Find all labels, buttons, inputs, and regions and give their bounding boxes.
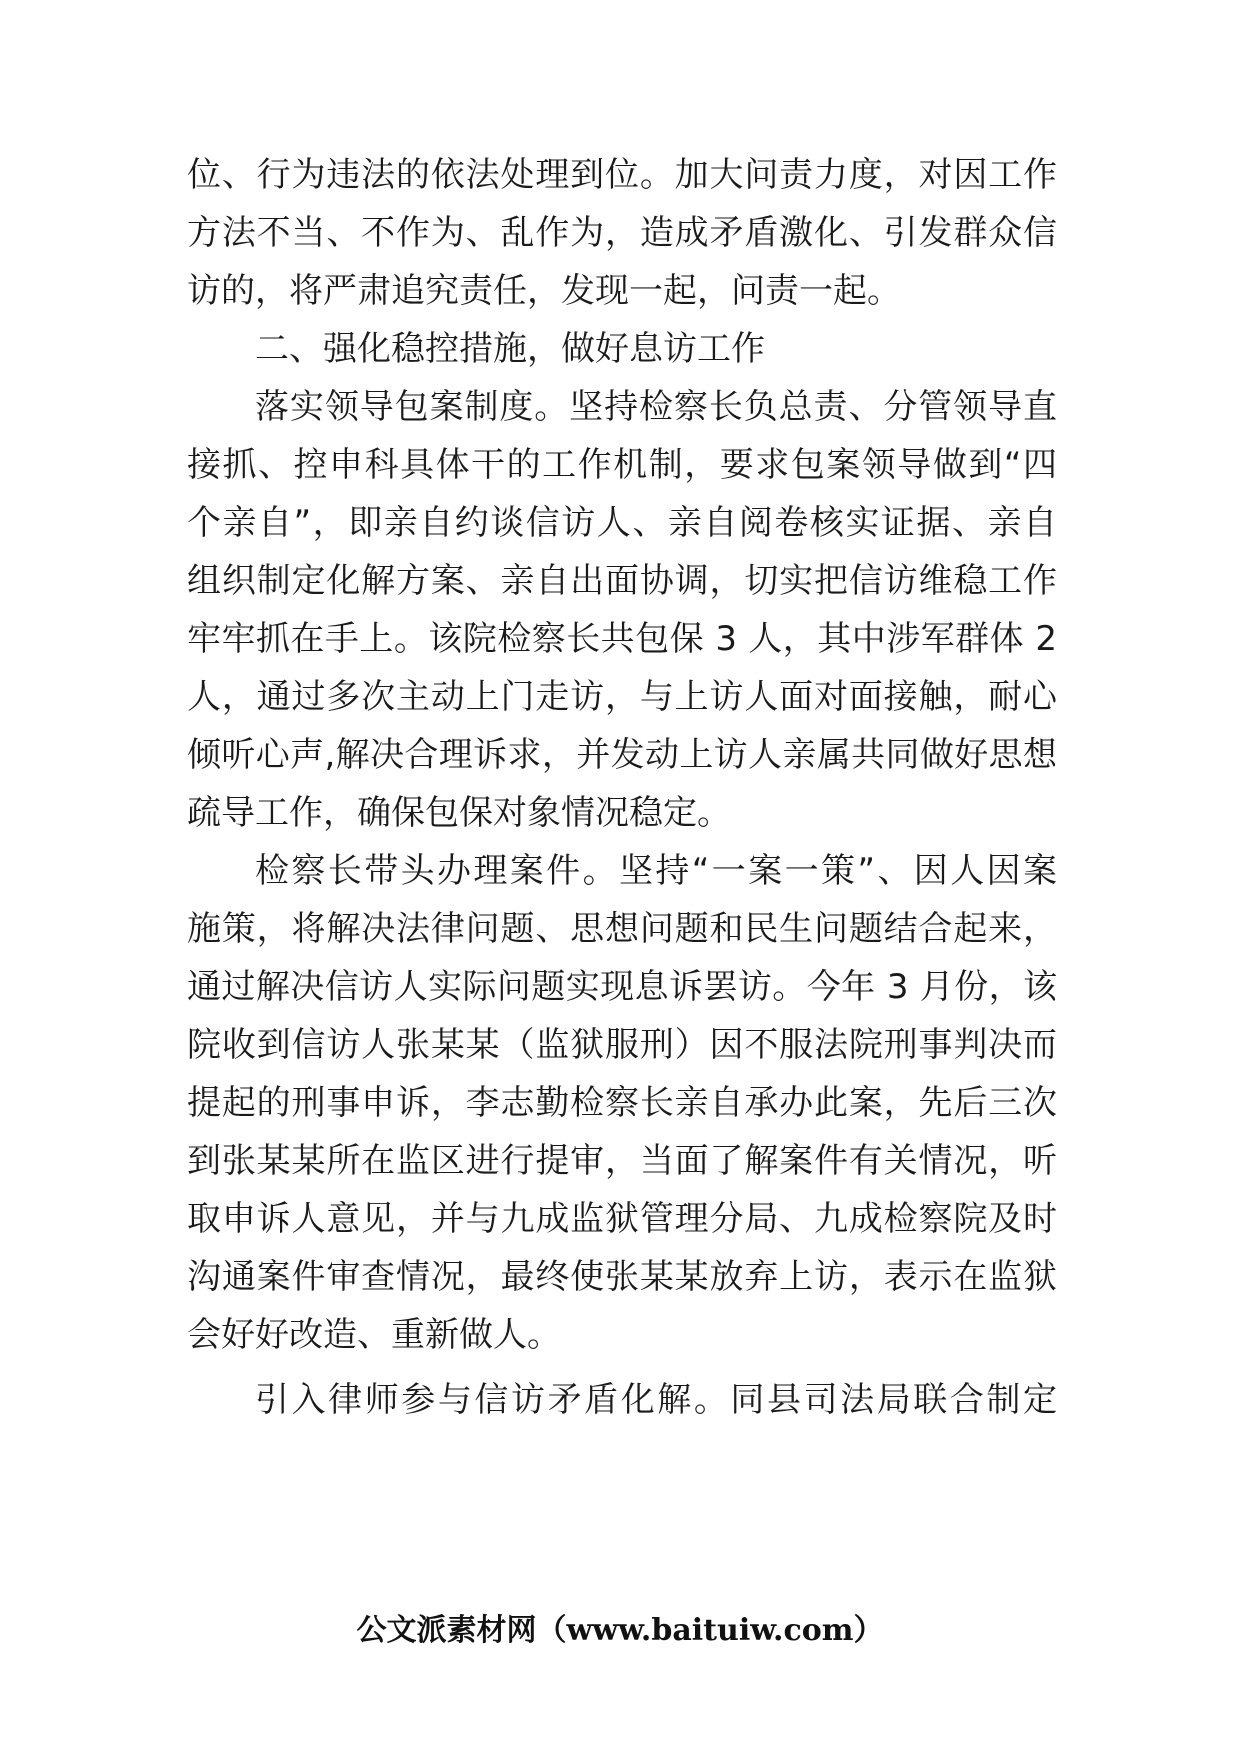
paragraph-line: 组织制定化解方案、亲自出面协调，切实把信访维稳工作 (187, 561, 1057, 601)
paragraph-line: 到张某某所在监区进行提审，当面了解案件有关情况，听 (187, 1141, 1057, 1181)
paragraph-line: 倾听心声,解决合理诉求，并发动上访人亲属共同做好思想 (187, 735, 1057, 775)
paragraph-line: 人，通过多次主动上门走访，与上访人面对面接触，耐心 (187, 677, 1057, 717)
watermark-footer: 公文派素材网（www.baituiw.com） (356, 1613, 884, 1648)
paragraph-line: 接抓、控申科具体干的工作机制，要求包案领导做到“四 (187, 445, 1057, 485)
paragraph-line: 沟通案件审查情况，最终使张某某放弃上访，表示在监狱 (187, 1257, 1057, 1297)
paragraph-line: 取申诉人意见，并与九成监狱管理分局、九成检察院及时 (187, 1199, 1057, 1239)
paragraph-line: 会好好改造、重新做人。 (187, 1315, 561, 1355)
paragraph-line: 院收到信访人张某某（监狱服刑）因不服法院刑事判决而 (187, 1025, 1057, 1065)
paragraph-line: 通过解决信访人实际问题实现息诉罢访。今年 3 月份，该 (187, 967, 1057, 1007)
paragraph-line: 提起的刑事申诉，李志勤检察长亲自承办此案，先后三次 (187, 1083, 1057, 1123)
paragraph-line: 牢牢抓在手上。该院检察长共包保 3 人，其中涉军群体 2 (187, 619, 1057, 659)
paragraph-line: 施策，将解决法律问题、思想问题和民生问题结合起来， (187, 909, 1057, 949)
paragraph-line: 位、行为违法的依法处理到位。加大问责力度，对因工作 (187, 155, 1057, 195)
paragraph-line: 访的，将严肃追究责任，发现一起，问责一起。 (187, 271, 901, 311)
section-heading: 二、强化稳控措施，做好息访工作 (255, 329, 765, 369)
paragraph-line: 引入律师参与信访矛盾化解。同县司法局联合制定 (255, 1380, 1057, 1420)
paragraph-line: 检察长带头办理案件。坚持“一案一策”、因人因案 (255, 851, 1057, 891)
paragraph-line: 个亲自”，即亲自约谈信访人、亲自阅卷核实证据、亲自 (187, 503, 1057, 543)
paragraph-line: 疏导工作，确保包保对象情况稳定。 (187, 793, 731, 833)
paragraph-line: 方法不当、不作为、乱作为，造成矛盾激化、引发群众信 (187, 213, 1057, 253)
paragraph-line: 落实领导包案制度。坚持检察长负总责、分管领导直 (255, 387, 1057, 427)
